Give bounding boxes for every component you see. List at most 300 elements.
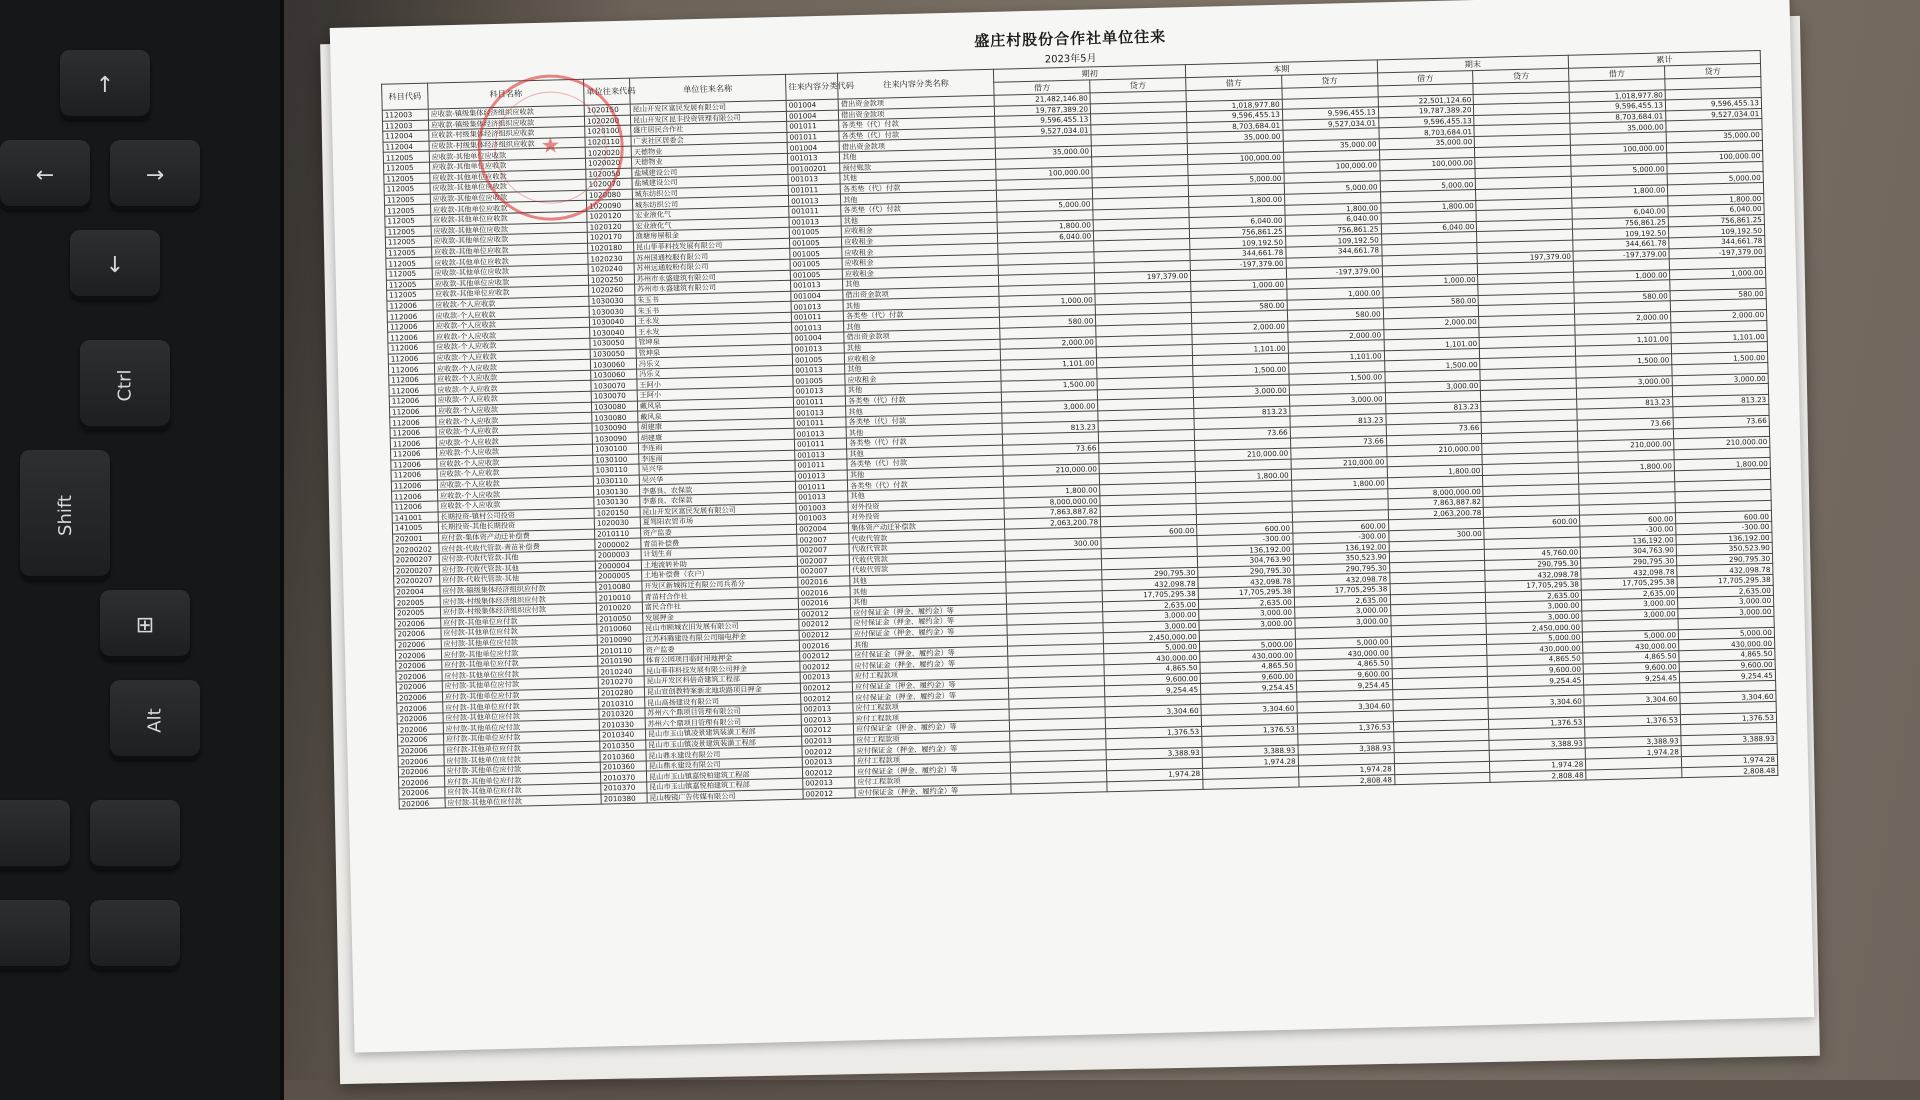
cell-opening-debit: 5,000.00 bbox=[997, 199, 1093, 212]
cell-opening-debit: 35,000.00 bbox=[996, 146, 1092, 159]
cell-ending-debit: 6,040.00 bbox=[1381, 221, 1477, 234]
cell-subject-name: 应付款-其他单位应付款 bbox=[444, 762, 600, 776]
cell-category-code: 002012 bbox=[802, 766, 854, 778]
cell-category-code: 001013 bbox=[793, 364, 845, 376]
cell-opening-debit: 100,000.00 bbox=[996, 167, 1092, 180]
cell-subject-code: 112004 bbox=[383, 141, 429, 153]
cell-opening-debit: 21,482,146.80 bbox=[994, 93, 1090, 106]
cell-subject-name: 应收款-其他单位应收款 bbox=[429, 158, 585, 172]
cell-current-debit: 3,388.93 bbox=[1202, 745, 1298, 758]
alt-key-label: Alt bbox=[144, 707, 166, 733]
cell-subject-name: 应收款-镇级集体经济组织应收款 bbox=[428, 116, 584, 130]
cell-unit-code: 1030090 bbox=[592, 422, 638, 434]
cell-subject-name: 应付款-其他单位应付款 bbox=[442, 677, 598, 691]
cell-unit-name: 昆山开发区科倍奇建筑工程部 bbox=[644, 672, 800, 686]
cell-unit-name: 胡建康 bbox=[638, 418, 794, 432]
cell-category-code: 002007 bbox=[797, 533, 849, 545]
cell-ending-credit: 3,000.00 bbox=[1486, 611, 1582, 624]
cell-current-debit: 1,974.28 bbox=[1202, 755, 1298, 768]
cell-category-code: 002012 bbox=[799, 629, 851, 641]
document-period: 2023年5月 bbox=[1044, 53, 1097, 66]
cell-subject-code: 202006 bbox=[396, 681, 442, 693]
cell-unit-code: 1020260 bbox=[589, 284, 635, 296]
cell-category-code: 002012 bbox=[799, 607, 851, 619]
cell-category-name: 应付保证金（押金、履约金）等 bbox=[851, 625, 1007, 639]
cell-category-code: 002013 bbox=[802, 735, 854, 747]
cell-subject-code: 202006 bbox=[396, 670, 442, 682]
cell-cumulative-debit: 73.66 bbox=[1577, 418, 1673, 431]
cell-subject-name: 应付款-代收代管款-青苗补偿费 bbox=[439, 540, 595, 554]
cell-unit-code: 1020230 bbox=[588, 252, 634, 264]
cell-category-code: 002016 bbox=[799, 639, 851, 651]
cell-category-code: 001005 bbox=[789, 226, 841, 238]
cell-current-debit: 432,098.78 bbox=[1198, 575, 1294, 588]
cell-category-code: 001011 bbox=[787, 120, 839, 132]
cell-category-name: 应付保证金（押金、履约金）等 bbox=[851, 604, 1007, 618]
cell-cumulative-debit: 35,000.00 bbox=[1570, 121, 1666, 134]
cell-category-code: 001013 bbox=[788, 173, 840, 185]
cell-cumulative-debit: 3,388.93 bbox=[1585, 735, 1681, 748]
cell-subject-name: 应付款-其他单位应付款 bbox=[443, 709, 599, 723]
cell-subject-name: 应收款-村级集体经济组织应收款 bbox=[429, 137, 585, 151]
cell-unit-code: 2010340 bbox=[599, 729, 645, 741]
cell-opening-credit: 3,000.00 bbox=[1103, 610, 1199, 623]
cell-cumulative-credit: 2,000.00 bbox=[1671, 310, 1767, 323]
cell-category-name: 其他 bbox=[851, 635, 1007, 649]
cell-cumulative-debit: 1,800.00 bbox=[1578, 460, 1674, 473]
cell-category-name: 借出资金款项 bbox=[843, 286, 999, 300]
cell-subject-code: 202006 bbox=[399, 776, 445, 788]
cell-unit-name: 天德物业 bbox=[631, 153, 787, 167]
cell-ending-debit: 580.00 bbox=[1383, 295, 1479, 308]
cell-unit-name: 资产监委 bbox=[640, 524, 796, 538]
cell-current-credit: 2,635.00 bbox=[1294, 594, 1390, 607]
cell-unit-name: 昆山开发区昆丰投资管理有限公司 bbox=[630, 111, 786, 125]
cell-cumulative-debit: 9,254.45 bbox=[1584, 672, 1680, 685]
cell-unit-code: 2010080 bbox=[596, 581, 642, 593]
cell-current-debit: 3,000.00 bbox=[1199, 607, 1295, 620]
cell-current-credit: 136,192.00 bbox=[1293, 541, 1389, 554]
cell-unit-name: 胡建康 bbox=[638, 429, 794, 443]
cell-subject-name: 长期投资-其他长期投资 bbox=[438, 518, 594, 532]
cell-ending-credit: 9,254.45 bbox=[1488, 674, 1584, 687]
cell-ending-credit: 17,705,295.38 bbox=[1485, 579, 1581, 592]
cell-category-code: 002016 bbox=[798, 576, 850, 588]
cell-category-code: 002012 bbox=[803, 787, 855, 799]
cell-opening-credit: 197,379.00 bbox=[1095, 271, 1191, 284]
cell-unit-code: 1030080 bbox=[592, 411, 638, 423]
cell-unit-name: 昆山梭镜广告传媒有限公司 bbox=[647, 789, 803, 803]
key-generic bbox=[0, 900, 70, 970]
cell-unit-code: 2010010 bbox=[596, 591, 642, 603]
cell-ending-debit: 73.66 bbox=[1386, 422, 1482, 435]
cell-subject-code: 112005 bbox=[386, 257, 432, 269]
cell-subject-name: 应收款-个人应收款 bbox=[434, 349, 590, 363]
cell-unit-name: 富民合作社 bbox=[642, 598, 798, 612]
cell-ending-credit: 3,304.60 bbox=[1488, 695, 1584, 708]
cell-ending-credit: 5,000.00 bbox=[1487, 632, 1583, 645]
cell-unit-name: 戴风泉 bbox=[637, 397, 793, 411]
cell-ending-credit: 2,808.48 bbox=[1490, 770, 1586, 783]
cell-subject-code: 112005 bbox=[384, 183, 430, 195]
cell-current-credit: 2,000.00 bbox=[1288, 329, 1384, 342]
cell-current-debit: 210,000.00 bbox=[1195, 448, 1291, 461]
cell-subject-name: 应付款-其他单位应付款 bbox=[443, 720, 599, 734]
cell-ending-debit: 5,000.00 bbox=[1380, 179, 1476, 192]
cell-subject-name: 应收款-其他单位应收款 bbox=[430, 201, 586, 215]
cell-cumulative-debit: 1,974.28 bbox=[1585, 746, 1681, 759]
header-cumulative: 累计 bbox=[1568, 51, 1760, 69]
cell-opening-debit: 1,101.00 bbox=[1001, 358, 1097, 371]
cell-opening-debit bbox=[1011, 781, 1107, 794]
cell-subject-code: 20200202 bbox=[393, 543, 439, 555]
cell-unit-code: 1030110 bbox=[593, 464, 639, 476]
cell-cumulative-debit: 8,703,684.01 bbox=[1570, 111, 1666, 124]
cell-opening-debit: 1,800.00 bbox=[1004, 485, 1100, 498]
cell-category-name: 应收租金 bbox=[845, 371, 1001, 385]
cell-subject-code: 112006 bbox=[389, 395, 435, 407]
cell-subject-name: 应付款-其他单位应付款 bbox=[443, 730, 599, 744]
cell-subject-code: 112005 bbox=[386, 247, 432, 259]
cell-ending-debit bbox=[1394, 772, 1490, 785]
cell-cumulative-credit: 1,800.00 bbox=[1674, 458, 1770, 471]
cell-category-code: 001011 bbox=[788, 184, 840, 196]
cell-current-credit: 1,376.53 bbox=[1297, 721, 1393, 734]
cell-subject-name: 应付款-其他单位应付款 bbox=[444, 751, 600, 765]
cell-category-name: 应付工程款项 bbox=[852, 667, 1008, 681]
cell-opening-credit: 3,304.60 bbox=[1105, 705, 1201, 718]
cell-unit-code: 1030070 bbox=[591, 390, 637, 402]
cell-current-debit: 2,000.00 bbox=[1192, 321, 1288, 334]
cell-category-name: 应付保证金（押金、履约金）等 bbox=[851, 614, 1007, 628]
cell-ending-credit: 3,000.00 bbox=[1486, 600, 1582, 613]
cell-category-name: 其他 bbox=[843, 275, 999, 289]
cell-unit-name: 李连雨 bbox=[638, 439, 794, 453]
cell-unit-code: 1030040 bbox=[590, 327, 636, 339]
cell-cumulative-debit: 100,000.00 bbox=[1571, 142, 1667, 155]
cell-unit-code: 1020150 bbox=[584, 104, 630, 116]
cell-cumulative-credit: 100,000.00 bbox=[1667, 151, 1763, 164]
cell-unit-code: 2010280 bbox=[598, 687, 644, 699]
cell-unit-code: 1030060 bbox=[590, 358, 636, 370]
cell-cumulative-debit: 756,861.25 bbox=[1572, 217, 1668, 230]
cell-unit-name: 吴兴华 bbox=[639, 471, 795, 485]
cell-cumulative-debit: 136,192.00 bbox=[1580, 534, 1676, 547]
cell-unit-name: 王阿小 bbox=[637, 376, 793, 390]
cell-current-debit: 1,800.00 bbox=[1189, 194, 1285, 207]
cell-current-credit: 600.00 bbox=[1292, 520, 1388, 533]
cell-subject-code: 112006 bbox=[391, 448, 437, 460]
cell-subject-name: 应收款-个人应收款 bbox=[436, 434, 592, 448]
cell-cumulative-credit: 3,000.00 bbox=[1678, 606, 1774, 619]
cell-current-debit: 290,795.30 bbox=[1198, 565, 1294, 578]
cell-unit-name: 昆山菲菲科技发展有限公司押金 bbox=[644, 662, 800, 676]
cell-subject-name: 应收款-个人应收款 bbox=[438, 497, 594, 511]
header-subject-code: 科目代码 bbox=[382, 83, 428, 110]
cell-current-credit: 100,000.00 bbox=[1284, 160, 1380, 173]
cell-cumulative-debit: 580.00 bbox=[1574, 291, 1670, 304]
cell-category-name: 借出资金款项 bbox=[838, 95, 994, 109]
cell-subject-code: 20200207 bbox=[393, 554, 439, 566]
cell-category-name: 其他 bbox=[846, 402, 1002, 416]
cell-category-code: 002012 bbox=[801, 692, 853, 704]
cell-category-name: 代收代管款 bbox=[849, 551, 1005, 565]
cell-unit-code: 1030040 bbox=[589, 316, 635, 328]
cell-ending-debit: 2,063,200.78 bbox=[1388, 507, 1484, 520]
cell-subject-name: 应付款-其他单位应付款 bbox=[441, 656, 597, 670]
cell-category-code: 002012 bbox=[799, 618, 851, 630]
cell-unit-code: 2010380 bbox=[601, 793, 647, 805]
cell-opening-debit: 210,000.00 bbox=[1003, 464, 1099, 477]
cell-category-code: 001013 bbox=[794, 406, 846, 418]
cell-subject-code: 112005 bbox=[383, 151, 429, 163]
cell-unit-name: 盛庄居民合作社 bbox=[631, 122, 787, 136]
cell-category-name: 应收租金 bbox=[842, 254, 998, 268]
cell-opening-debit: 9,596,455.13 bbox=[995, 114, 1091, 127]
cell-ending-debit: 2,000.00 bbox=[1383, 317, 1479, 330]
cell-unit-name: 苏州远通胶粉有限公司 bbox=[634, 259, 790, 273]
ledger-body bbox=[382, 77, 1778, 810]
cell-subject-code: 202006 bbox=[399, 797, 445, 809]
cell-category-name: 应付保证金（押金、履约金）等 bbox=[852, 657, 1008, 671]
cell-subject-name: 应收款-其他单位应收款 bbox=[430, 190, 586, 204]
cell-subject-name: 应付款-其他单位应付款 bbox=[442, 688, 598, 702]
cell-unit-name: 昆山宣创教特案新北地块路项目押金 bbox=[644, 683, 800, 697]
cell-category-name: 代收代管款 bbox=[850, 561, 1006, 575]
cell-current-credit: 5,000.00 bbox=[1295, 637, 1391, 650]
arrow-down-key: ↓ bbox=[70, 230, 160, 300]
cell-subject-name: 应收款-个人应收款 bbox=[435, 381, 591, 395]
cell-current-debit: 1,376.53 bbox=[1201, 724, 1297, 737]
cell-unit-name: 管坤泉 bbox=[636, 333, 792, 347]
cell-cumulative-debit: 3,000.00 bbox=[1582, 608, 1678, 621]
cell-subject-code: 112006 bbox=[390, 416, 436, 428]
cell-category-code: 001013 bbox=[788, 194, 840, 206]
cell-unit-name: 朱玉书 bbox=[635, 302, 791, 316]
cell-current-debit: 3,000.00 bbox=[1199, 618, 1295, 631]
cell-category-name: 应付保证金（押金、履约金）等 bbox=[852, 646, 1008, 660]
cell-category-name: 应付工程款项 bbox=[854, 731, 1010, 745]
cell-subject-name: 应付款-其他单位应付款 bbox=[443, 698, 599, 712]
cell-category-code: 001013 bbox=[795, 470, 847, 482]
cell-ending-debit: 22,501,124.60 bbox=[1378, 94, 1474, 107]
cell-category-code: 001013 bbox=[796, 491, 848, 503]
cell-subject-code: 202001 bbox=[393, 533, 439, 545]
cell-category-code: 001013 bbox=[789, 216, 841, 228]
cell-subject-code: 112006 bbox=[389, 384, 435, 396]
cell-subject-name: 应付款-村级集体经济组织应付款 bbox=[440, 592, 596, 606]
cell-category-code: 001005 bbox=[790, 247, 842, 259]
cell-category-name: 应收租金 bbox=[842, 265, 998, 279]
cell-unit-name: 苏州市永盛建筑有限公司 bbox=[634, 280, 790, 294]
cell-unit-code: 1030090 bbox=[592, 432, 638, 444]
cell-current-debit: 8,703,684.01 bbox=[1187, 120, 1283, 133]
cell-category-code: 001005 bbox=[793, 374, 845, 386]
cell-opening-debit: 1,000.00 bbox=[999, 294, 1095, 307]
cell-unit-code: 1030130 bbox=[594, 496, 640, 508]
cell-category-name: 各类垫（代）付款 bbox=[839, 127, 995, 141]
cell-subject-code: 202006 bbox=[396, 692, 442, 704]
cell-opening-debit: 9,527,034.01 bbox=[995, 125, 1091, 138]
cell-unit-name: 发展押金 bbox=[642, 609, 798, 623]
cell-subject-code: 20200207 bbox=[394, 575, 440, 587]
cell-subject-code: 112006 bbox=[391, 469, 437, 481]
cell-unit-name: 苏州六个鼎项目管理有限公司 bbox=[645, 704, 801, 718]
cell-category-code: 001003 bbox=[796, 512, 848, 524]
cell-cumulative-credit: -300.00 bbox=[1676, 521, 1772, 534]
cell-cumulative-credit: 5,000.00 bbox=[1667, 172, 1763, 185]
cell-unit-code: 2010270 bbox=[598, 676, 644, 688]
cell-category-code: 001011 bbox=[793, 396, 845, 408]
cell-opening-credit: 2,450,000.00 bbox=[1103, 631, 1199, 644]
cell-cumulative-debit: 813.23 bbox=[1577, 397, 1673, 410]
cell-unit-code: 1020070 bbox=[586, 178, 632, 190]
cell-opening-credit: 5,000.00 bbox=[1104, 641, 1200, 654]
cell-current-credit: 1,800.00 bbox=[1285, 202, 1381, 215]
cell-subject-code: 141001 bbox=[392, 512, 438, 524]
cell-category-code: 001013 bbox=[787, 152, 839, 164]
cell-ending-credit: 432,098.78 bbox=[1485, 568, 1581, 581]
cell-unit-name: 王永发 bbox=[635, 323, 791, 337]
cell-current-credit: 17,705,295.38 bbox=[1294, 584, 1390, 597]
ctrl-key bbox=[80, 340, 170, 430]
cell-unit-code: 1030030 bbox=[589, 305, 635, 317]
cell-category-name: 其他 bbox=[841, 191, 997, 205]
cell-cumulative-credit: 4,865.50 bbox=[1679, 648, 1775, 661]
cell-cumulative-credit: 3,388.93 bbox=[1681, 733, 1777, 746]
cell-ending-debit: 210,000.00 bbox=[1386, 444, 1482, 457]
cell-cumulative-credit: 1,800.00 bbox=[1668, 193, 1764, 206]
cell-opening-credit bbox=[1107, 779, 1203, 792]
cell-unit-name: 苏州市永盛建筑有限公司 bbox=[634, 270, 790, 284]
cell-current-debit: 9,600.00 bbox=[1200, 671, 1296, 684]
cell-current-credit: 4,865.50 bbox=[1296, 658, 1392, 671]
cell-cumulative-debit bbox=[1586, 767, 1682, 780]
cell-category-code: 001011 bbox=[794, 417, 846, 429]
cell-subject-code: 112006 bbox=[387, 310, 433, 322]
cell-ending-debit: 7,863,887.82 bbox=[1388, 497, 1484, 510]
cell-ending-credit: 4,865.50 bbox=[1487, 653, 1583, 666]
cell-category-name: 其他 bbox=[847, 445, 1003, 459]
cell-current-credit: 1,101.00 bbox=[1288, 351, 1384, 364]
cell-unit-name: 李惠良、农保款 bbox=[640, 492, 796, 506]
cell-subject-name: 应收款-其他单位应收款 bbox=[431, 211, 587, 225]
cell-subject-code: 202006 bbox=[395, 617, 441, 629]
cell-category-code: 001004 bbox=[786, 99, 838, 111]
cell-unit-code: 2010350 bbox=[600, 740, 646, 752]
cell-category-name: 应付工程款项 bbox=[855, 773, 1011, 787]
cell-subject-name: 应付款-镇级集体经济组织应付款 bbox=[440, 582, 596, 596]
cell-category-code: 002013 bbox=[800, 671, 852, 683]
cell-unit-code: 2010370 bbox=[600, 771, 646, 783]
cell-subject-code: 112005 bbox=[387, 289, 433, 301]
cell-ending-debit: 1,000.00 bbox=[1382, 274, 1478, 287]
cell-subject-name: 应收款-其他单位应收款 bbox=[431, 232, 587, 246]
cell-cumulative-debit: 3,304.60 bbox=[1584, 693, 1680, 706]
cell-subject-name: 应收款-个人应收款 bbox=[437, 487, 593, 501]
cell-cumulative-debit: 3,000.00 bbox=[1576, 375, 1672, 388]
ledger-paper bbox=[330, 0, 1815, 1053]
cell-cumulative-debit: 1,376.53 bbox=[1585, 714, 1681, 727]
cell-cumulative-debit: 1,500.00 bbox=[1576, 354, 1672, 367]
cell-current-credit: 430,000.00 bbox=[1295, 647, 1391, 660]
cell-category-name: 各类垫（代）付款 bbox=[846, 413, 1002, 427]
cell-current-credit: 432,098.78 bbox=[1294, 573, 1390, 586]
cell-cumulative-credit: 600.00 bbox=[1676, 511, 1772, 524]
cell-unit-code: 1030100 bbox=[593, 454, 639, 466]
cell-category-code: 001013 bbox=[795, 449, 847, 461]
cell-ending-credit: 600.00 bbox=[1484, 515, 1580, 528]
cell-current-debit: 5,000.00 bbox=[1199, 639, 1295, 652]
cell-category-name: 其他 bbox=[841, 212, 997, 226]
cell-subject-code: 112005 bbox=[384, 173, 430, 185]
cell-ending-debit: 813.23 bbox=[1385, 401, 1481, 414]
cell-cumulative-debit: 9,596,455.13 bbox=[1570, 100, 1666, 113]
cell-subject-name: 应收款-个人应收款 bbox=[437, 476, 593, 490]
cell-current-credit: 9,527,034.01 bbox=[1283, 118, 1379, 131]
cell-subject-code: 112006 bbox=[391, 480, 437, 492]
cell-cumulative-credit: 3,000.00 bbox=[1672, 373, 1768, 386]
cell-category-code: 001011 bbox=[794, 438, 846, 450]
cell-subject-code: 202006 bbox=[395, 639, 441, 651]
cell-subject-name: 应付款-其他单位应付款 bbox=[440, 614, 596, 628]
cell-current-debit: 304,763.90 bbox=[1197, 554, 1293, 567]
cell-current-credit: 9,596,455.13 bbox=[1282, 107, 1378, 120]
cell-subject-name: 应收款-其他单位应收款 bbox=[432, 254, 588, 268]
cell-unit-name: 资产监委 bbox=[643, 640, 799, 654]
cell-category-name: 集体资产动迁补偿款 bbox=[849, 519, 1005, 533]
cell-opening-credit: 1,974.28 bbox=[1107, 768, 1203, 781]
cell-cumulative-credit: -197,379.00 bbox=[1669, 246, 1765, 259]
cell-current-credit: 1,974.28 bbox=[1298, 764, 1394, 777]
cell-unit-name: 昆山鼎永建设有限公司 bbox=[646, 746, 802, 760]
cell-subject-code: 112006 bbox=[388, 363, 434, 375]
cell-subject-code: 202006 bbox=[398, 745, 444, 757]
header-debit: 借方 bbox=[1569, 66, 1665, 81]
cell-subject-code: 202005 bbox=[394, 596, 440, 608]
cell-unit-name: 苏州六个鼎项目管理有限公司 bbox=[645, 715, 801, 729]
cell-category-code: 001013 bbox=[794, 427, 846, 439]
cell-cumulative-credit: 210,000.00 bbox=[1674, 437, 1770, 450]
ledger-document bbox=[380, 11, 1778, 810]
cell-unit-code: 1020180 bbox=[588, 242, 634, 254]
cell-cumulative-credit: 1,101.00 bbox=[1671, 331, 1767, 344]
cell-subject-code: 202005 bbox=[394, 607, 440, 619]
cell-current-credit: 1,500.00 bbox=[1289, 372, 1385, 385]
header-category-name: 往来内容分类名称 bbox=[838, 69, 995, 99]
cell-subject-code: 202006 bbox=[395, 649, 441, 661]
cell-unit-code: 1030130 bbox=[594, 485, 640, 497]
header-category-code: 往来内容分类代码 bbox=[786, 73, 839, 100]
cell-unit-code: 1020150 bbox=[594, 507, 640, 519]
cell-cumulative-credit: 5,000.00 bbox=[1678, 627, 1774, 640]
cell-cumulative-credit: 3,000.00 bbox=[1678, 595, 1774, 608]
cell-subject-name: 应付款-代收代管款-其他 bbox=[439, 550, 595, 564]
cell-opening-credit: 3,000.00 bbox=[1103, 620, 1199, 633]
cell-current-debit: 600.00 bbox=[1197, 522, 1293, 535]
cell-category-name: 其他 bbox=[850, 572, 1006, 586]
cell-cumulative-debit: 600.00 bbox=[1580, 513, 1676, 526]
cell-ending-credit: 430,000.00 bbox=[1487, 643, 1583, 656]
cell-subject-name: 长期投资-镇村公司投资 bbox=[438, 508, 594, 522]
cell-unit-code: 1020110 bbox=[585, 136, 631, 148]
header-unit-code: 单位往来代码 bbox=[584, 78, 630, 105]
cell-cumulative-credit: 432,098.78 bbox=[1677, 564, 1773, 577]
cell-unit-name: 土地流转补助 bbox=[641, 556, 797, 570]
cell-unit-code: 1020250 bbox=[588, 274, 634, 286]
cell-unit-code: 2010190 bbox=[598, 655, 644, 667]
cell-opening-credit: 600.00 bbox=[1101, 525, 1197, 538]
